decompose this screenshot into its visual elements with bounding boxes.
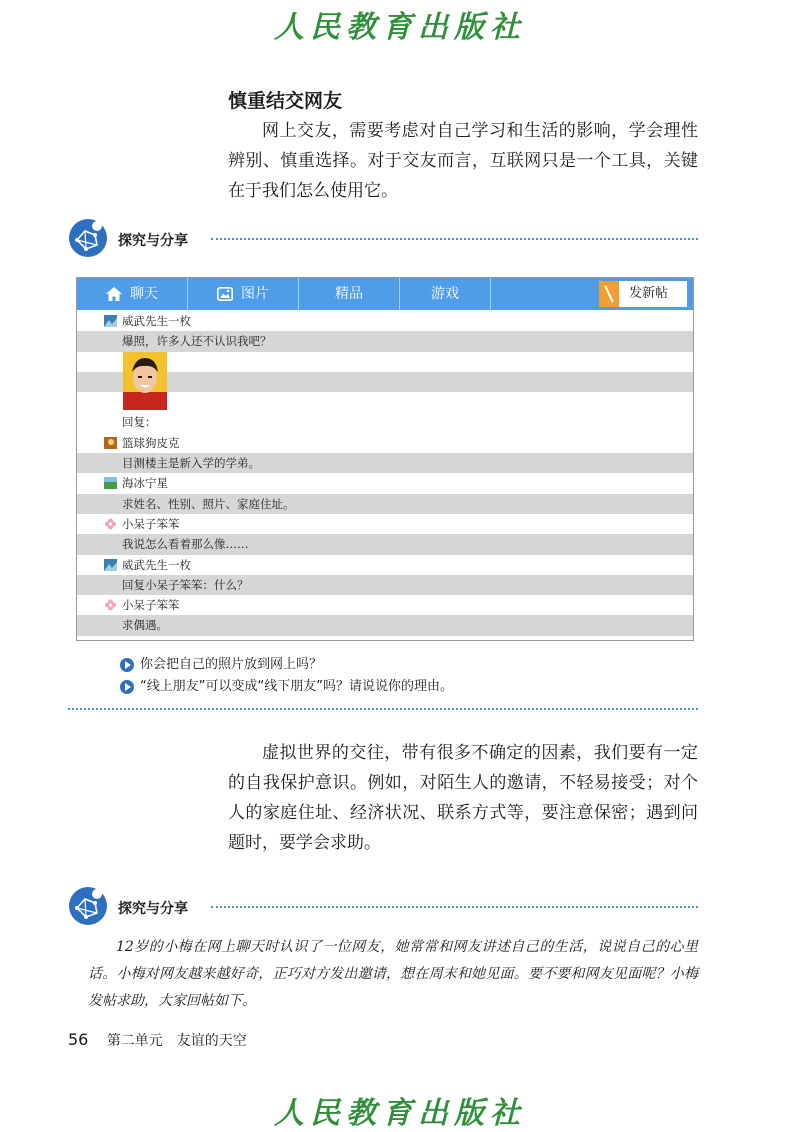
explore-logo-icon: [68, 886, 108, 926]
paragraph: 网上交友，需要考虑对自己学习和生活的影响，学会理性辨别、慎重选择。对于交友而言，互联网只是一个工具，关键在于我们怎么使用它。: [228, 121, 698, 201]
unit-title: 第二单元 友谊的天空: [106, 1033, 247, 1049]
dotted-divider: [211, 906, 698, 908]
tab-games[interactable]: 游戏: [400, 278, 491, 310]
new-post-button[interactable]: 发新帖: [599, 281, 687, 307]
dotted-divider: [211, 238, 698, 240]
explore-logo-icon: [68, 218, 108, 258]
avatar-icon: [104, 559, 117, 571]
post-text-row: 回复小呆子笨笨：什么？: [77, 575, 693, 595]
post-author-row: 篮球狗皮克: [77, 433, 693, 453]
tab-chat[interactable]: 聊天: [77, 278, 188, 310]
post-text-row: 我说怎么看着那么像……: [77, 534, 693, 554]
tab-featured[interactable]: 精品: [299, 278, 400, 310]
publisher-watermark-top: 人民教育出版社: [274, 10, 526, 45]
avatar-icon: [104, 315, 117, 327]
dotted-divider: [68, 708, 698, 710]
pencil-icon: [599, 281, 619, 307]
photo-row: [77, 392, 693, 412]
post-text-row: 求姓名、性别、照片、家庭住址。: [77, 494, 693, 514]
flower-avatar-icon: [104, 518, 117, 530]
explore-share-header: [68, 886, 698, 930]
publisher-watermark-bottom: 人民教育出版社: [274, 1096, 526, 1131]
question-item: 你会把自己的照片放到网上吗？: [120, 654, 453, 676]
home-icon: [106, 287, 122, 301]
avatar-icon: [104, 477, 117, 489]
forum-screenshot: [76, 277, 694, 641]
explore-label: 探究与分享: [118, 233, 188, 249]
discussion-questions: [120, 654, 453, 698]
post-author-row: 小呆子笨笨: [77, 595, 693, 615]
question-item: “线上朋友”可以变成“线下朋友”吗？请说说你的理由。: [120, 676, 453, 698]
arrow-bullet-icon: [120, 680, 134, 694]
explore-share-header: [68, 218, 698, 262]
story-paragraph: 12岁的小梅在网上聊天时认识了一位网友，她常常和网友讲述自己的生活，说说自己的心里话。小梅对网友越来越好奇，正巧对方发出邀请，想在周末和她见面。要不要和网友见面呢？小梅发帖求助，大家回帖如下。: [88, 939, 698, 1009]
forum-thread: [77, 311, 693, 636]
flower-avatar-icon: [104, 599, 117, 611]
page-number: 56: [68, 1030, 89, 1049]
photo-row: [77, 372, 693, 392]
image-icon: [217, 287, 233, 301]
post-text-row: 爆照，许多人还不认识我吧？: [77, 331, 693, 351]
paragraph: 虚拟世界的交往，带有很多不确定的因素，我们要有一定的自我保护意识。例如，对陌生人的邀请，不轻易接受；对个人的家庭住址、经济状况、联系方式等，要注意保密；遇到问题时，要学会求助。: [228, 743, 698, 853]
explore-label: 探究与分享: [118, 901, 188, 917]
page-footer: [68, 1030, 247, 1050]
tab-pictures[interactable]: 图片: [188, 278, 299, 310]
post-author-row: 威武先生一枚: [77, 555, 693, 575]
post-text-row: 目测楼主是新入学的学弟。: [77, 453, 693, 473]
post-author-row: 小呆子笨笨: [77, 514, 693, 534]
post-text-row: 求偶遇。: [77, 615, 693, 635]
post-author-row: 威武先生一枚: [77, 311, 693, 331]
photo-row: [77, 352, 693, 372]
post-author-row: 海冰宁星: [77, 473, 693, 493]
avatar-icon: [104, 437, 117, 449]
user-photo: [123, 352, 167, 410]
reply-row: 回复：: [122, 415, 157, 430]
arrow-bullet-icon: [120, 658, 134, 672]
section-title: 慎重结交网友: [228, 90, 343, 112]
forum-tab-bar: [77, 278, 693, 310]
